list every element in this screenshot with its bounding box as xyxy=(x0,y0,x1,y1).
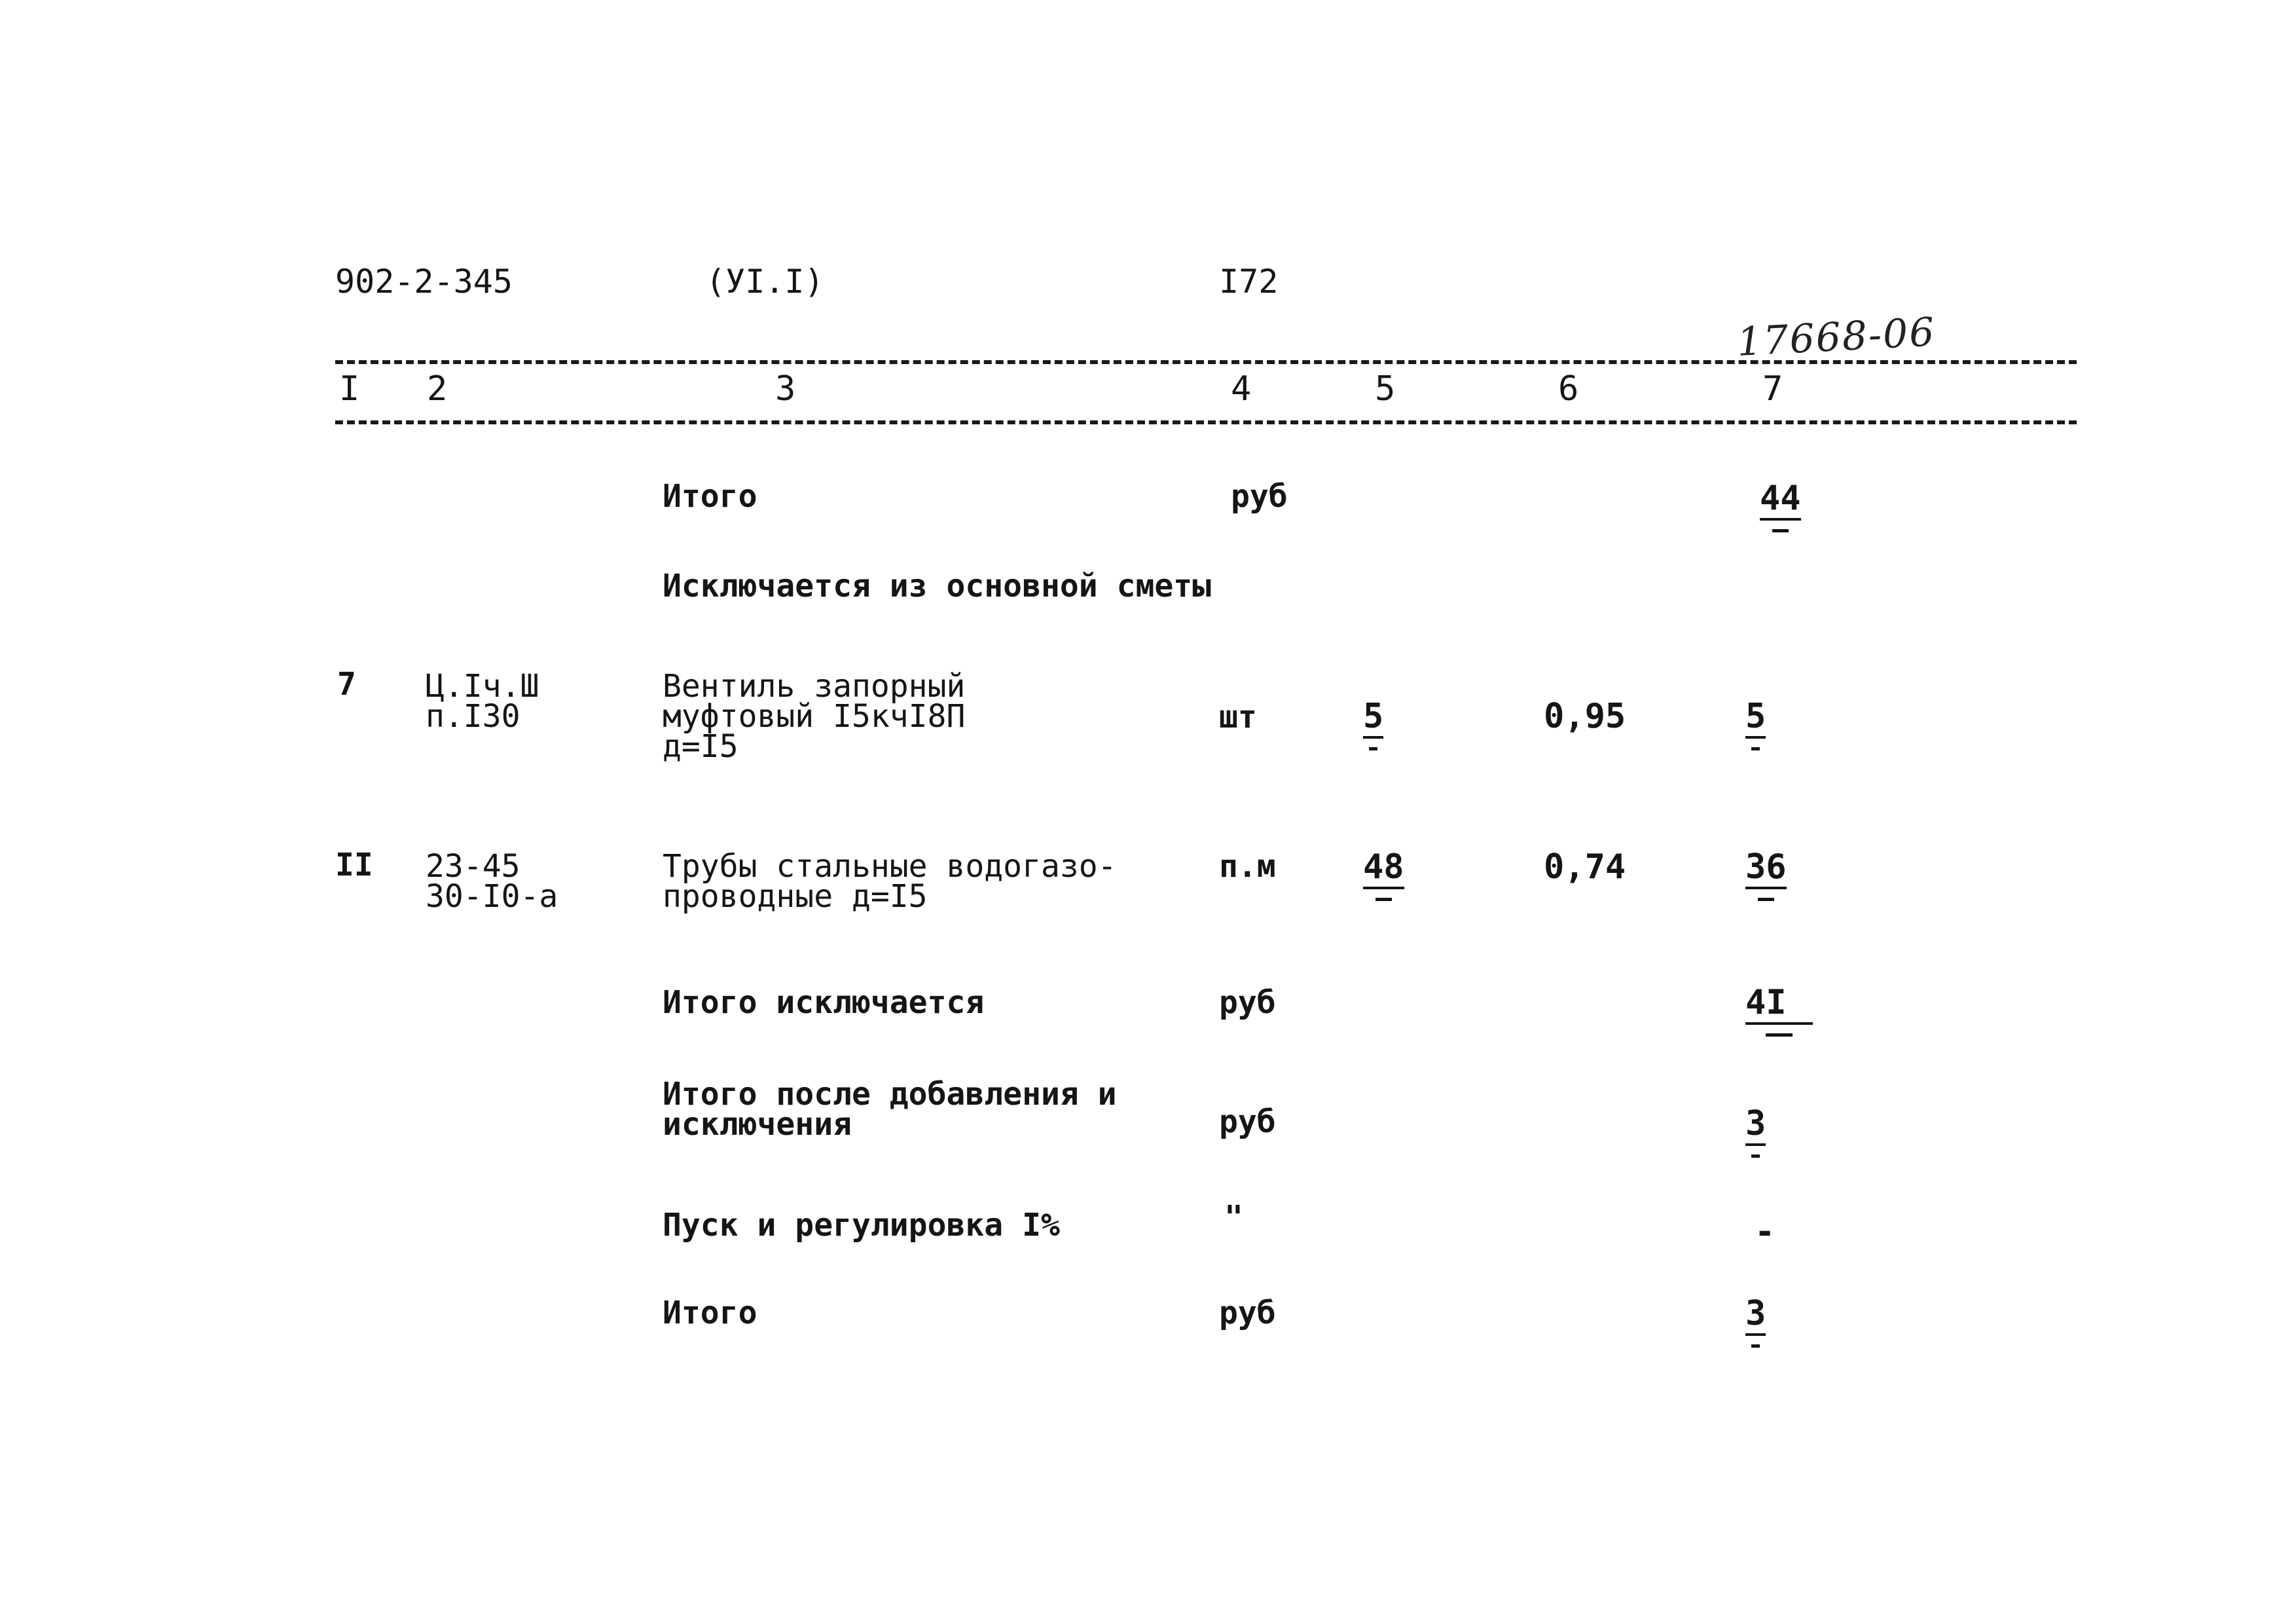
handwritten-number: 17668-06 xyxy=(1736,309,1937,365)
final-total-amount: 3 xyxy=(1745,1297,1766,1336)
total-after-label xyxy=(663,1076,1117,1143)
row-11-code xyxy=(426,848,558,915)
row-7-number: 7 xyxy=(337,666,356,703)
row-7-unit-price: 0,95 xyxy=(1544,697,1626,736)
row-11-description-line-2: проводные д=I5 xyxy=(663,878,928,915)
final-total-label: Итого xyxy=(663,1295,757,1331)
row-7-description-line-3: д=I5 xyxy=(663,728,738,765)
startup-adjustment-amount: - xyxy=(1755,1212,1776,1251)
column-3-number: 3 xyxy=(775,369,796,409)
column-5-number: 5 xyxy=(1375,369,1396,409)
row-7-quantity: 5 xyxy=(1363,699,1383,739)
row-11-unit: п.м xyxy=(1219,848,1276,885)
excluded-section-heading: Исключается из основной сметы xyxy=(663,568,1212,604)
row-11-code-line-2: 30-I0-а xyxy=(426,878,558,915)
row-11-unit-price: 0,74 xyxy=(1544,847,1626,887)
column-4-number: 4 xyxy=(1231,369,1252,409)
total-excluded-label: Итого исключается xyxy=(663,984,985,1021)
row-11-number: II xyxy=(335,847,373,883)
row-7-unit: шт xyxy=(1219,699,1257,735)
row-11-amount: 36 xyxy=(1745,850,1787,889)
row-11-quantity: 48 xyxy=(1363,850,1404,889)
total-after-label-line-2: исключения xyxy=(663,1106,852,1143)
total-amount: 44 xyxy=(1760,481,1801,521)
page-number: I72 xyxy=(1219,263,1279,301)
final-total-unit: руб xyxy=(1219,1295,1276,1331)
row-11-description xyxy=(663,848,1117,915)
startup-adjustment-label: Пуск и регулировка I% xyxy=(663,1207,1060,1244)
top-dashed-rule xyxy=(335,360,2077,364)
column-6-number: 6 xyxy=(1558,369,1579,409)
row-7-description xyxy=(663,668,966,765)
row-7-description-line-1: Вентиль запорный xyxy=(663,668,966,705)
column-1-number: I xyxy=(339,369,360,409)
bottom-dashed-rule xyxy=(335,420,2077,424)
row-7-amount: 5 xyxy=(1745,699,1766,739)
row-7-description-line-2: муфтовый I5кчI8П xyxy=(663,698,966,735)
total-excluded-amount: 4I xyxy=(1745,986,1813,1025)
row-7-code-line-1: Ц.Iч.Ш xyxy=(426,668,539,705)
document-code: 902-2-345 xyxy=(335,263,513,301)
section-number: (УI.I) xyxy=(706,263,824,301)
row-11-description-line-1: Трубы стальные водогазо- xyxy=(663,848,1117,885)
total-excluded-unit: руб xyxy=(1219,984,1276,1021)
total-after-amount: 3 xyxy=(1745,1107,1766,1146)
total-unit: руб xyxy=(1231,478,1288,515)
total-after-unit: руб xyxy=(1219,1103,1276,1140)
total-label: Итого xyxy=(663,478,757,515)
column-2-number: 2 xyxy=(427,369,448,409)
column-7-number: 7 xyxy=(1762,369,1783,409)
row-11-code-line-1: 23-45 xyxy=(426,848,520,885)
total-after-label-line-1: Итого после добавления и xyxy=(663,1076,1117,1113)
row-7-code xyxy=(426,668,539,735)
startup-adjustment-unit-ditto: " xyxy=(1224,1199,1243,1236)
row-7-code-line-2: п.I30 xyxy=(426,698,520,735)
